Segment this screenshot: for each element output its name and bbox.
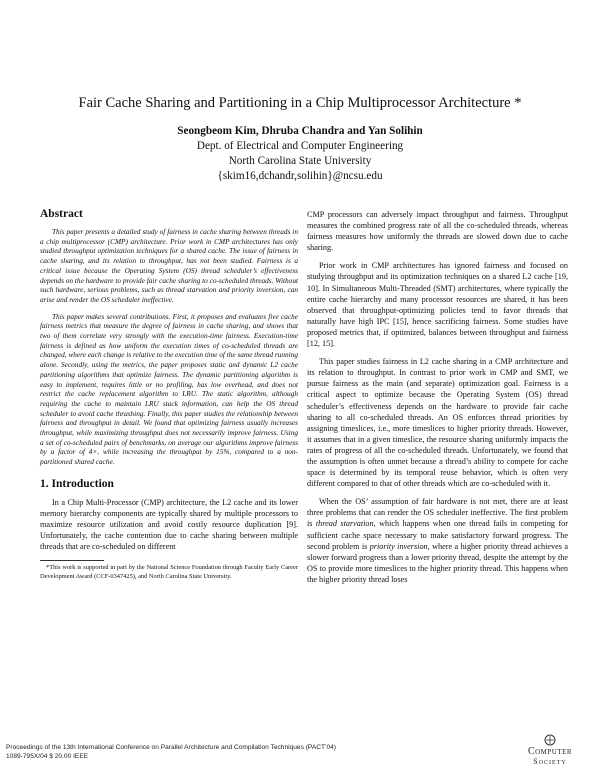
- abstract-paragraph: This paper makes several contributions. First, it proposes and evaluates five cache fairness metrics that measure the degree of fairness in cache sharing, and shows that two of them correlate very strongly with the execution-time fairness. Execution-time fairness is defined as how uniform the execution times of co-scheduled threads are changed, where each change is relative to the execution time of the same thread running alone. Secondly, using the metrics, the paper proposes static and dynamic L2 cache partitioning algorithms that optimize fairness. The dynamic partitioning algorithm is easy to implement, requires little or no profiling, has low overhead, and does not restrict the cache replacement algorithm to LRU. The static algorithm, although requiring the cache to maintain LRU stack information, can help the OS thread scheduler to avoid cache thrashing. Finally, this paper studies the relationship between fairness and throughput in detail. We found that optimizing fairness usually increases throughput, while maximizing throughput does not necessarily improve fairness. Using a set of co-scheduled pairs of benchmarks, on average our algorithms improve fairness by a factor of 4×, while increasing the throughput by 15%, compared to a non-partitioned shared cache.: [40, 311, 298, 467]
- right-column: [307, 209, 568, 592]
- abstract-paragraph: This paper presents a detailed study of fairness in cache sharing between threads in a chip multiprocessor (CMP) architecture. Prior work in CMP architectures has only studied throughput optimization techniques for a shared cache. The issue of fairness in cache sharing, and its relation to throughput, has not been studied. Fairness is a critical issue because the Operating System (OS) thread scheduler’s effectiveness depends on the hardware to provide fair cache sharing to co-scheduled threads. Without such hardware, serious problems, such as thread starvation and priority inversion, can arise and render the OS scheduler ineffective.: [40, 227, 298, 304]
- author-names: Seongbeom Kim, Dhruba Chandra and Yan Solihin: [177, 125, 423, 137]
- isbn-line: 1089-795X/04 $ 20.00 IEEE: [6, 752, 89, 760]
- body-text: When the OS’ assumption of fair hardware is not met, there are at least three problems that can render the OS scheduler ineffective. The first problem is: [307, 497, 568, 529]
- body-text: , where a higher priority thread achieves a slower forward progress than a lower priority thread, despite the attempt by the OS to provide more timeslices to the higher priority thread. This happens when the higher priority thread loses: [307, 541, 568, 584]
- body-paragraph: [307, 496, 568, 585]
- emphasis-thread-starvation: thread starvation: [315, 519, 374, 529]
- body-text: , which happens when one thread fails in competing for sufficient cache space necessary to make satisfactory forward progress. The second problem is: [307, 519, 568, 551]
- footnote-divider: [40, 560, 104, 561]
- proceedings-footer: [6, 744, 506, 761]
- abstract-heading: Abstract: [40, 208, 83, 220]
- body-paragraph: CMP processors can adversely impact throughput and fairness. Throughput measures the combined progress rate of all the co-scheduled threads, whereas fairness measures how uniformly the threads are slowed down due to cache sharing.: [307, 210, 568, 253]
- paper-title: Fair Cache Sharing and Partitioning in a Chip Multiprocessor Architecture *: [78, 95, 522, 111]
- emphasis-priority-inversion: priority inversion: [369, 541, 428, 551]
- introduction-paragraph: In a Chip Multi-Processor (CMP) architecture, the L2 cache and its lower memory hierarchy components are typically shared by multiple processors to maximize resource utilization and avoid costly resource duplication [9]. Unfortunately, the cache contention due to cache sharing between multiple threads that are co-scheduled on different: [40, 497, 298, 552]
- left-column: [40, 205, 298, 581]
- affiliation: Dept. of Electrical and Computer Engineering: [196, 140, 404, 152]
- logo-line-1: Computer: [527, 746, 573, 757]
- body-paragraph: This paper studies fairness in L2 cache sharing in a CMP architecture and its relation to throughput. In contrast to prior work in CMP and SMT, we pursue fairness as the main (and separate) optimization goal. Fairness is a critical aspect to optimize because the Operating System (OS) thread scheduler’s effectiveness depends on the hardware to provide fair cache sharing to all co-scheduled threads. An OS enforces thread priorities by assigning timeslices, i.e., more timeslices to higher priority threads. However, it assumes that in a given timeslice, the resource sharing uniformly impacts the rates of progress of all the co-scheduled threads. Unfortunately, we found that the assumption is often unmet because a thread’s ability to compete for cache space is determined by its temporal reuse behavior, which is often very different compared to that of other threads which are co-scheduled with it.: [307, 357, 568, 489]
- author-block: [100, 124, 500, 184]
- footnote: *This work is supported in part by the National Science Foundation through Faculty Early Career Development Award (CCF-0347425), and North Carolina State University.: [40, 564, 298, 580]
- computer-society-logo: [510, 734, 590, 770]
- author-email: {skim16,dchandr,solihin}@ncsu.edu: [217, 170, 383, 182]
- abstract-body: [40, 227, 298, 467]
- logo-line-2: Society: [533, 757, 567, 766]
- society-emblem-icon: [543, 734, 557, 746]
- introduction-heading: 1. Introduction: [40, 477, 114, 490]
- body-paragraph: Prior work in CMP architectures has ignored fairness and focused on studying throughput and its optimization techniques on a shared L2 cache [19, 10]. In Simultaneous Multi-Threaded (SMT) architectures, where typically the entire cache hierarchy and many processor resources are shared, it has been observed that throughput-optimizing policies tend to favor threads that naturally have high IPC [15], hence sacrificing fairness. Some studies have proposed metrics that, if optimized, balances between throughput and fairness [12, 15].: [307, 261, 568, 349]
- university: North Carolina State University: [228, 155, 372, 167]
- proceedings-line: Proceedings of the 13th International Conference on Parallel Architecture and Compilation Techniques (PACT’04): [6, 744, 337, 751]
